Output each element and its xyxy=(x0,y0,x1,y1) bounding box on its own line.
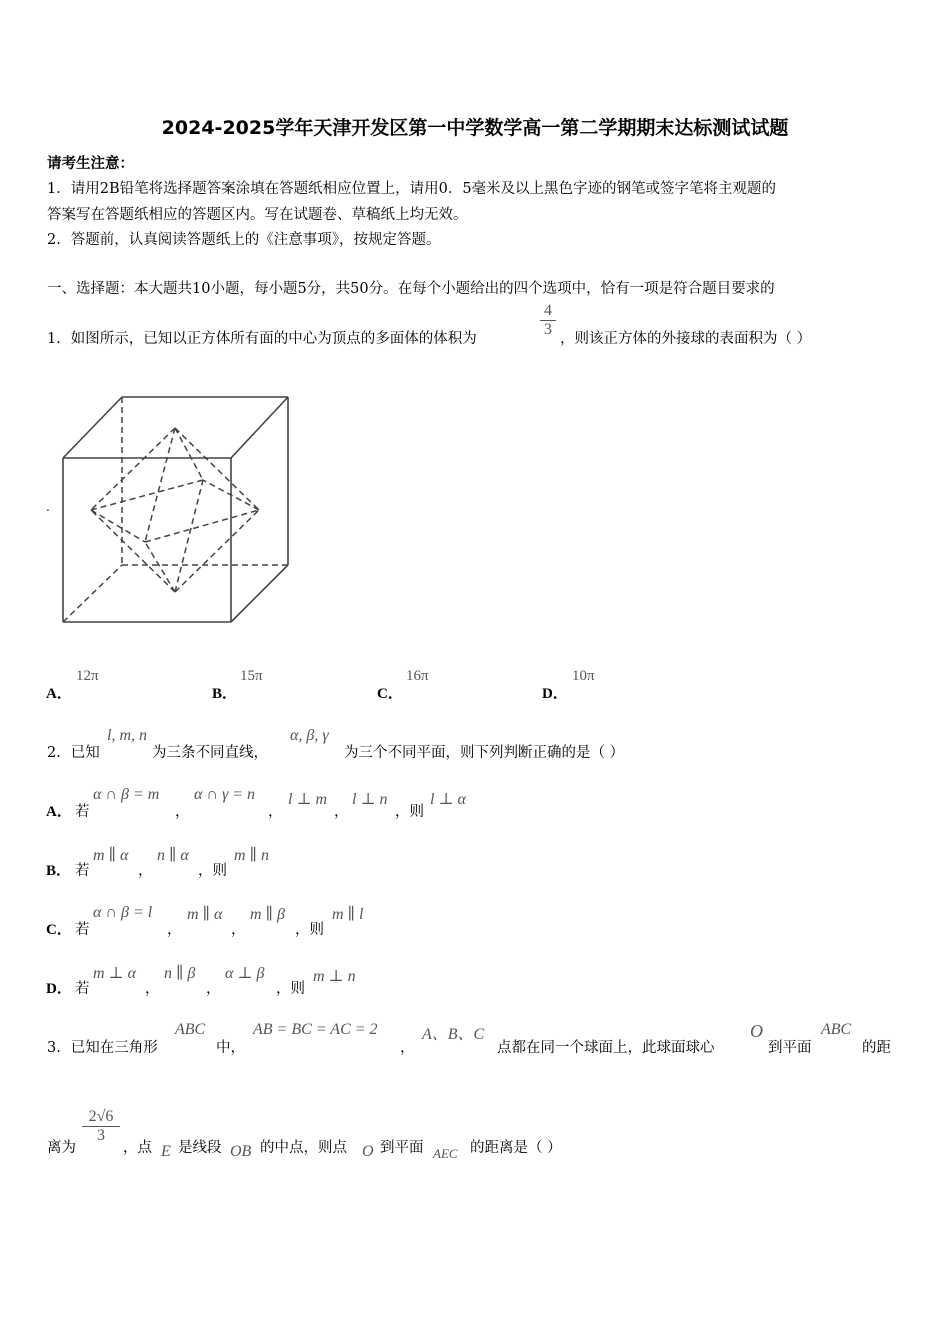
q3-triangle-abc: ABC xyxy=(175,1021,206,1038)
notice-line-2: 答案写在答题纸相应的答题区内。写在试题卷、草稿纸上均无效。 xyxy=(47,207,468,223)
q3-segment-ob: OB xyxy=(230,1143,252,1160)
q3-fraction-numerator: 2√6 xyxy=(88,1108,114,1125)
q3-point-o: O xyxy=(362,1143,374,1160)
octahedron-edge xyxy=(175,480,203,592)
octahedron-edge xyxy=(91,510,145,542)
q2-option-b-cond-1: m ∥ α xyxy=(93,847,129,864)
notice-heading: 请考生注意： xyxy=(47,155,134,172)
q2-option-c-cond-1: α ∩ β = l xyxy=(93,904,153,921)
q1-option-a-label: A． xyxy=(46,686,72,702)
octahedron-edge xyxy=(91,428,175,510)
section-heading: 一、选择题：本大题共10小题，每小题5分，共50分。在每个小题给出的四个选项中，恰有一项是符合题目要求的 xyxy=(47,281,775,297)
q2-option-a-cond-1: α ∩ β = m xyxy=(93,786,160,803)
q2-option-c-result: m ∥ l xyxy=(332,906,364,923)
q3-plane-aec: AEC xyxy=(433,1146,458,1161)
q3-comma: ， xyxy=(400,1040,415,1056)
q2-option-a-result: l ⊥ α xyxy=(430,791,466,808)
q3-point-e: E xyxy=(161,1143,171,1160)
q3-fraction xyxy=(82,1108,120,1145)
octahedron-edge xyxy=(91,510,175,592)
q2-option-c-label: C． xyxy=(46,922,72,938)
q2-option-d-comma-1: ， xyxy=(145,981,160,997)
q2-option-a-ruo: 若 xyxy=(75,804,90,820)
octahedron-edge xyxy=(175,428,203,480)
q2-option-a-cond-2: α ∩ γ = n xyxy=(194,786,256,803)
figure-dot: . xyxy=(46,500,50,514)
q3-line2-f: 的距离是（ ） xyxy=(470,1140,562,1156)
cube-octahedron-figure xyxy=(55,390,300,630)
q3-line2-e: 到平面 xyxy=(380,1140,424,1156)
q2-option-c-comma-2: ， xyxy=(231,922,246,938)
q2-option-b-ruo: 若 xyxy=(75,863,90,879)
q2-option-b-cond-2: n ∥ α xyxy=(157,847,189,864)
notice-line-3: 2．答题前，认真阅读答题纸上的《注意事项》，按规定答题。 xyxy=(47,232,441,248)
q2-option-c-cond-3: m ∥ β xyxy=(250,906,285,923)
q1-option-a-value: 12π xyxy=(76,668,99,684)
q2-option-b-comma-1: ， xyxy=(138,863,153,879)
page-title: 2024-2025学年天津开发区第一中学数学高一第二学期期末达标测试试题 xyxy=(161,117,789,139)
q2-lines: l, m, n xyxy=(107,727,147,744)
q3-points: A、B、C xyxy=(422,1026,485,1043)
octahedron-edge xyxy=(175,428,259,510)
q2-option-d-ze: ，则 xyxy=(276,981,305,997)
q3-zhong: 中， xyxy=(216,1040,245,1056)
q1-option-b-label: B． xyxy=(212,686,238,702)
q2-option-c-cond-2: m ∥ α xyxy=(187,906,223,923)
q2-option-a-cond-3: l ⊥ m xyxy=(288,791,328,808)
cube-hidden-edge xyxy=(63,565,122,622)
q2-option-c-ze: ，则 xyxy=(295,922,324,938)
q3-plane-abc: ABC xyxy=(821,1021,852,1038)
q2-option-a-ze: ，则 xyxy=(395,804,424,820)
q3-line2-a: 离为 xyxy=(47,1140,76,1156)
q3-number: 3．已知在三角形 xyxy=(47,1040,158,1056)
q2-option-d-cond-3: α ⊥ β xyxy=(225,965,265,982)
q3-text-2: 到平面 xyxy=(768,1040,812,1056)
q3-line2-d: 的中点，则点 xyxy=(260,1140,347,1156)
q2-option-c-comma-1: ， xyxy=(167,922,182,938)
q3-text-1: 点都在同一个球面上，此球面球心 xyxy=(497,1040,715,1056)
q1-text-a: 1．如图所示，已知以正方体所有面的中心为顶点的多面体的体积为 xyxy=(47,331,477,347)
q2-option-d-label: D． xyxy=(46,981,72,997)
q3-text-3: 的距 xyxy=(862,1040,891,1056)
cube-edge xyxy=(63,397,122,458)
q3-fraction-denominator: 3 xyxy=(82,1126,120,1145)
q2-option-b-label: B． xyxy=(46,863,72,879)
q2-option-d-result: m ⊥ n xyxy=(313,968,356,985)
q2-option-d-ruo: 若 xyxy=(75,981,90,997)
q1-option-c-value: 16π xyxy=(406,668,429,684)
q2-planes: α, β, γ xyxy=(290,727,329,744)
q2-option-d-cond-1: m ⊥ α xyxy=(93,965,136,982)
q2-option-b-ze: ，则 xyxy=(198,863,227,879)
octahedron-edge xyxy=(91,480,203,510)
q2-text-mid: 为三条不同直线， xyxy=(152,745,268,761)
q3-line2-b: ，点 xyxy=(123,1140,152,1156)
cube-edge xyxy=(231,565,288,622)
cube-edge xyxy=(231,397,288,458)
notice-line-1: 1．请用2B铅笔将选择题答案涂填在答题纸相应位置上，请用0．5毫米及以上黑色字迹的钢笔或签字笔将主观题的 xyxy=(47,181,777,197)
q2-option-d-comma-2: ， xyxy=(206,981,221,997)
q3-equation: AB = BC = AC = 2 xyxy=(253,1021,378,1038)
q2-option-a-label: A． xyxy=(46,804,72,820)
q1-option-d-label: D． xyxy=(542,686,568,702)
q1-text-b: ，则该正方体的外接球的表面积为（ ） xyxy=(560,331,812,347)
q2-text-end: 为三个不同平面，则下列判断正确的是（ ） xyxy=(344,745,625,761)
q1-fraction-denominator: 3 xyxy=(540,320,556,339)
q3-center-o: O xyxy=(750,1021,763,1041)
q2-option-a-comma-3: ， xyxy=(334,804,349,820)
q1-fraction xyxy=(540,302,556,339)
q1-option-b-value: 15π xyxy=(240,668,263,684)
octahedron-edge xyxy=(145,428,175,542)
q2-number: 2．已知 xyxy=(47,745,100,761)
q2-option-a-cond-4: l ⊥ n xyxy=(352,791,388,808)
q2-option-a-comma-1: ， xyxy=(175,804,190,820)
q2-option-d-cond-2: n ∥ β xyxy=(164,965,196,982)
q2-option-b-result: m ∥ n xyxy=(234,847,269,864)
q2-option-c-ruo: 若 xyxy=(75,922,90,938)
q1-option-d-value: 10π xyxy=(572,668,595,684)
q3-line2-c: 是线段 xyxy=(178,1140,222,1156)
q1-option-c-label: C． xyxy=(377,686,403,702)
q2-option-a-comma-2: ， xyxy=(268,804,283,820)
q1-fraction-numerator: 4 xyxy=(544,302,552,319)
